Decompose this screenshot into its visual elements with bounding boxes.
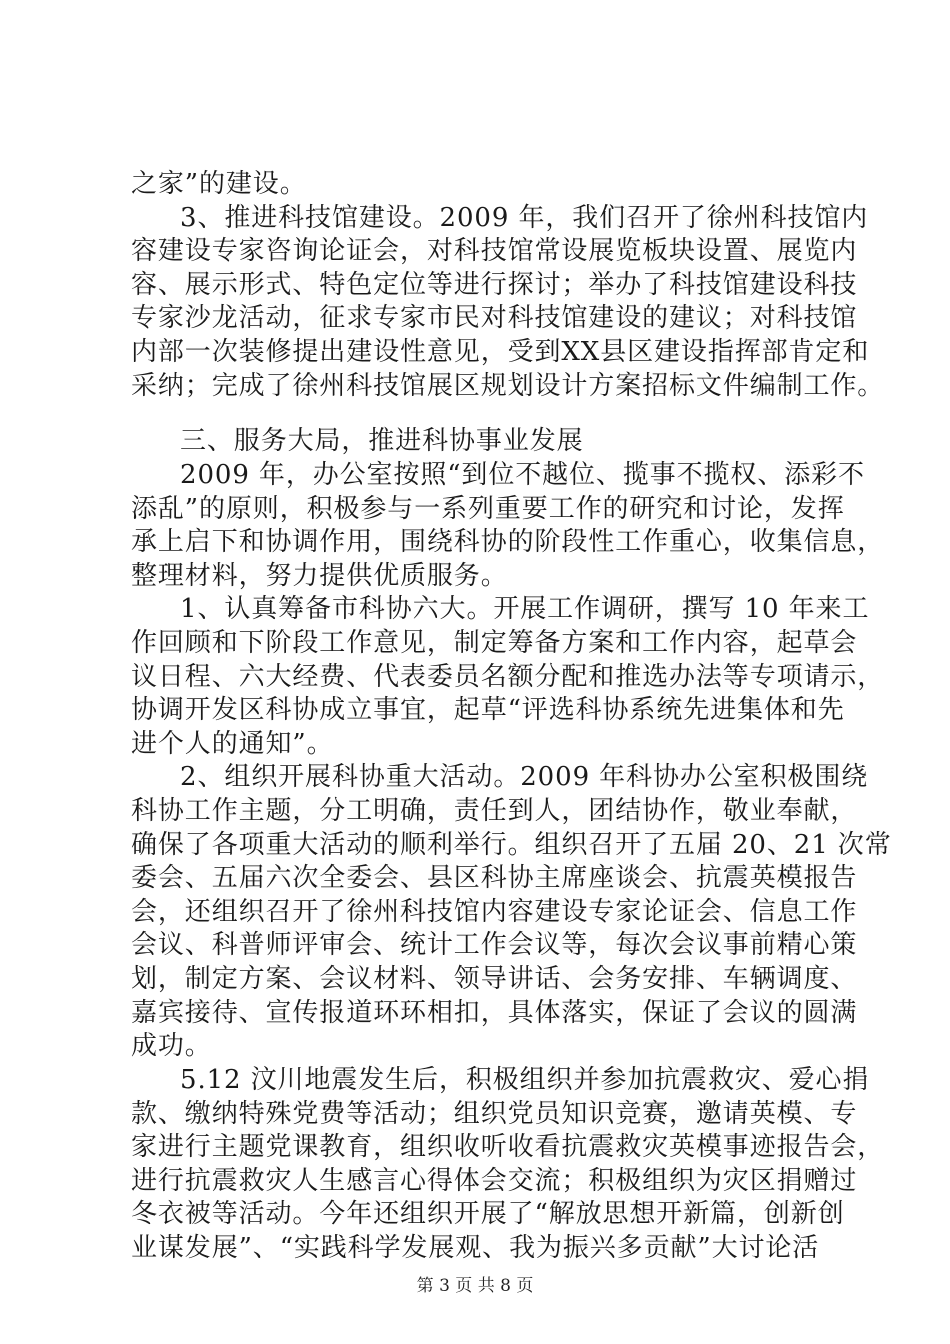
text-line: 协调开发区科协成立事宜，起草“评选科协系统先进集体和先	[131, 695, 845, 725]
text-line: 委会、五届六次全委会、县区科协主席座谈会、抗震英模报告	[131, 863, 858, 893]
page-footer: 第 3 页 共 8 页	[416, 1276, 534, 1296]
text-line: 容、展示形式、特色定位等进行探讨；举办了科技馆建设科技	[131, 270, 858, 300]
text-line: 承上启下和协调作用，围绕科协的阶段性工作重心，收集信息，	[131, 527, 885, 557]
paragraph-start-line: 5.12 汶川地震发生后，积极组织并参加抗震救灾、爱心捐	[180, 1065, 870, 1095]
text-line: 之家”的建设。	[131, 169, 307, 199]
text-line: 进个人的通知”。	[131, 729, 334, 759]
text-line: 冬衣被等活动。今年还组织开展了“解放思想开新篇，创新创	[131, 1199, 845, 1229]
text-line: 家进行主题党课教育，组织收听收看抗震救灾英模事迹报告会，	[131, 1132, 885, 1162]
section-heading: 三、服务大局，推进科协事业发展	[180, 426, 584, 456]
text-line: 容建设专家咨询论证会，对科技馆常设展览板块设置、展览内	[131, 236, 858, 266]
text-line: 款、缴纳特殊党费等活动；组织党员知识竞赛，邀请英模、专	[131, 1099, 858, 1129]
text-line: 嘉宾接待、宣传报道环环相扣，具体落实，保证了会议的圆满	[131, 998, 858, 1028]
paragraph-start-line: 2、组织开展科协重大活动。2009 年科协办公室积极围绕	[180, 762, 869, 792]
text-line: 确保了各项重大活动的顺利举行。组织召开了五届 20、21 次常	[131, 830, 892, 860]
paragraph-start-line: 3、推进科技馆建设。2009 年，我们召开了徐州科技馆内	[180, 203, 869, 233]
paragraph-start-line: 1、认真筹备市科协六大。开展工作调研，撰写 10 年来工	[180, 594, 870, 624]
text-line: 内部一次装修提出建设性意见，受到XX县区建设指挥部肯定和	[131, 337, 870, 367]
text-line: 会，还组织召开了徐州科技馆内容建设专家论证会、信息工作	[131, 897, 858, 927]
text-line: 划，制定方案、会议材料、领导讲话、会务安排、车辆调度、	[131, 964, 858, 994]
text-line: 成功。	[131, 1031, 212, 1061]
paragraph-start-line: 2009 年，办公室按照“到位不越位、揽事不揽权、添彩不	[180, 460, 865, 490]
text-line: 科协工作主题，分工明确，责任到人，团结协作，敬业奉献，	[131, 796, 858, 826]
text-line: 采纳；完成了徐州科技馆展区规划设计方案招标文件编制工作。	[131, 371, 885, 401]
text-line: 议日程、六大经费、代表委员名额分配和推选办法等专项请示，	[131, 662, 885, 692]
text-line: 业谋发展”、“实践科学发展观、我为振兴多贡献”大讨论活	[131, 1233, 820, 1263]
text-line: 添乱”的原则，积极参与一系列重要工作的研究和讨论，发挥	[131, 494, 845, 524]
text-line: 整理材料，努力提供优质服务。	[131, 561, 508, 591]
text-line: 进行抗震救灾人生感言心得体会交流；积极组织为灾区捐赠过	[131, 1166, 858, 1196]
text-line: 会议、科普师评审会、统计工作会议等，每次会议事前精心策	[131, 930, 858, 960]
text-line: 专家沙龙活动，征求专家市民对科技馆建设的建议；对科技馆	[131, 303, 858, 333]
text-line: 作回顾和下阶段工作意见，制定筹备方案和工作内容，起草会	[131, 628, 858, 658]
